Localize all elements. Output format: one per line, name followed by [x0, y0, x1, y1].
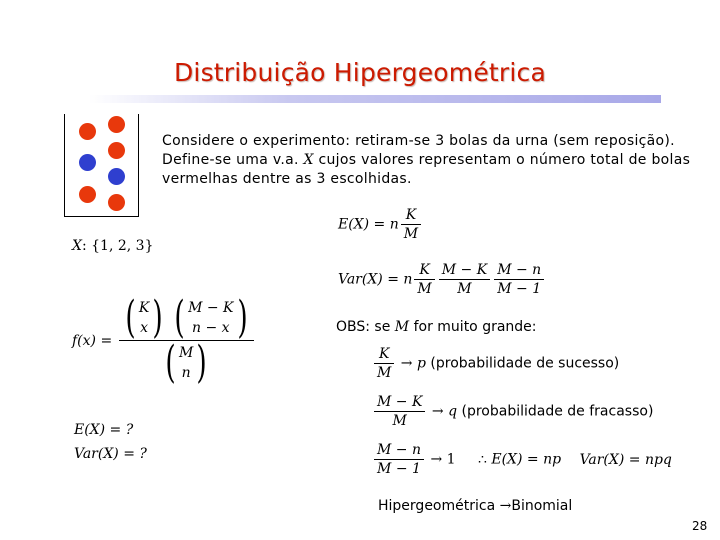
mean-question: E(X) = ?: [74, 422, 134, 438]
pmf-denominator: [119, 337, 254, 388]
urn: [64, 114, 139, 217]
limit-1-target: p: [416, 355, 426, 372]
limit-3-fraction: [374, 441, 424, 478]
limit-2-note: (probabilidade de fracasso): [461, 403, 654, 420]
limit-1-note: (probabilidade de sucesso): [430, 355, 620, 372]
limit-one: [372, 441, 672, 478]
conclusion-right: Binomial: [511, 498, 573, 514]
blue-ball: [108, 168, 125, 185]
page-number: 28: [692, 519, 708, 533]
var-f3-num: M − n: [494, 261, 544, 280]
intro-part-2: cujos valores representam o número total de bolas vermelhas dentre as 3 escolhidas.: [162, 152, 691, 187]
var-f1-num: K: [414, 261, 434, 280]
slide-title: Distribuição Hipergeométrica: [173, 58, 547, 87]
limit-1-num: K: [374, 345, 394, 364]
binom-k-x: ( K x ): [125, 292, 164, 343]
blue-ball: [79, 154, 96, 171]
var-f2-den: M: [457, 281, 472, 297]
pmf-fraction: [119, 292, 254, 388]
intro-part-1: Considere o experimento: retiram-se 3 bolas da urna (sem reposição). Define-se uma v.a.: [162, 133, 675, 168]
red-ball: [108, 116, 125, 133]
intro-text: [162, 132, 692, 189]
obs-prefix: OBS: se: [336, 319, 395, 335]
obs-suffix: for muito grande:: [409, 319, 537, 335]
limit-1-den: M: [377, 365, 392, 381]
red-ball: [108, 194, 125, 211]
binom-m-top: M: [178, 345, 194, 361]
var-f1-den: M: [417, 281, 432, 297]
var-fraction-2: [439, 261, 490, 298]
red-ball: [79, 123, 96, 140]
limit-2-fraction: [374, 393, 425, 430]
variance-formula: [338, 261, 546, 298]
limit-3-arrow-icon: →: [430, 451, 443, 468]
binom-k-bottom: x: [140, 320, 148, 336]
x-range-variable: X: [72, 238, 82, 254]
pmf-formula: [72, 292, 256, 388]
limit-2-arrow-icon: →: [431, 403, 444, 420]
limit-success: [372, 345, 619, 382]
x-range-values: : {1, 2, 3}: [81, 238, 154, 254]
obs-variable: M: [394, 319, 410, 335]
x-range: [72, 238, 153, 254]
mean-fraction: [401, 206, 421, 243]
var-f3-den: M − 1: [497, 281, 542, 297]
binomial-mean: E(X) = np: [491, 451, 562, 468]
limit-failure: [372, 393, 653, 430]
title-underline: [89, 95, 661, 103]
red-ball: [108, 142, 125, 159]
mean-formula: [338, 206, 423, 243]
binom-mk-bottom: n − x: [192, 320, 230, 336]
limit-2-den: M: [392, 413, 407, 429]
mean-lhs: E(X) = n: [338, 216, 399, 233]
limit-2-target: q: [448, 403, 458, 420]
binom-k-top: K: [138, 300, 150, 316]
limit-2-num: M − K: [374, 393, 425, 412]
binom-m-n: ( M n ): [165, 337, 208, 388]
limit-3-num: M − n: [374, 441, 424, 460]
var-fraction-1: [414, 261, 434, 298]
limit-1-fraction: [374, 345, 394, 382]
obs-note: [336, 319, 537, 335]
limit-3-den: M − 1: [377, 461, 421, 477]
var-f2-num: M − K: [439, 261, 490, 280]
limit-3-target: 1: [446, 451, 456, 468]
conclusion: [378, 498, 572, 514]
binomial-variance: Var(X) = npq: [579, 451, 672, 468]
binom-mk-nx: ( M − K n − x ): [174, 292, 248, 343]
pmf-numerator: [119, 292, 254, 343]
binom-m-bottom: n: [181, 365, 191, 381]
var-fraction-3: [494, 261, 544, 298]
red-ball: [79, 186, 96, 203]
mean-den: M: [403, 226, 419, 242]
therefore-icon: ∴: [478, 451, 487, 468]
intro-variable: X: [303, 152, 314, 168]
pmf-lhs: f(x) =: [72, 332, 113, 349]
limit-1-arrow-icon: →: [400, 355, 413, 372]
binom-mk-top: M − K: [188, 300, 234, 316]
var-lhs: Var(X) = n: [338, 271, 413, 288]
mean-num: K: [401, 206, 421, 225]
conclusion-left: Hipergeométrica: [378, 498, 496, 514]
conclusion-arrow-icon: →: [499, 498, 512, 514]
variance-question: Var(X) = ?: [74, 446, 147, 462]
